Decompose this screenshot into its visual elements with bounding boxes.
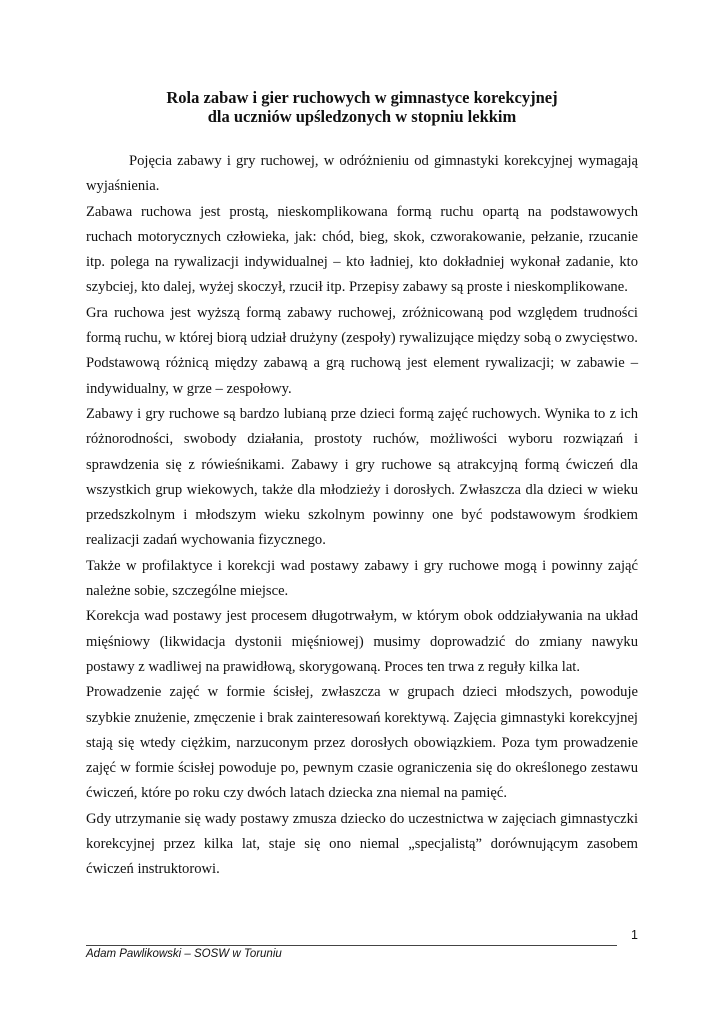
footer-author: Adam Pawlikowski – SOSW w Toruniu [86, 948, 282, 960]
paragraph-roznica: Podstawową różnicą między zabawą a grą ruchową jest element rywalizacji; w zabawie – indywidualny, w grze – zespołowy. [86, 355, 638, 397]
paragraph-gra-ruchowa: Gra ruchowa jest wyższą formą zabawy ruchowej, zróżnicowaną pod względem trudności formą ruchu, w której biorą udział drużyny (zespoły) rywalizujące między sobą o zwycięstwo. [86, 304, 638, 347]
paragraph-specjalista: Gdy utrzymanie się wady postawy zmusza dziecko do uczestnictwa w zajęciach gimnastyczki korekcyjnej przez kilka lat, staje się ono niemal „specjalistą” dorównującym zasobem ćwiczeń instruktorowi. [86, 810, 638, 878]
paragraph-profilaktyka: Także w profilaktyce i korekcji wad postawy zabawy i gry ruchowe mogą i powinny zająć należne sobie, szczególne miejsce. [86, 557, 638, 600]
title-line-2: dla uczniów upśledzonych w stopniu lekkim [207, 107, 517, 126]
body-text [86, 149, 638, 883]
paragraph-prowadzenie-zajec: Prowadzenie zajęć w formie ścisłej, zwłaszcza w grupach dzieci młodszych, powoduje szybkie znużenie, zmęczenie i brak zainteresowań korektywą. Zajęcia gimnastyki korekcyjnej stają się wtedy ciężkim, narzuconym przez dorosłych obowiązkiem. Poza tym prowadzenie zajęć w formie ścisłej powoduje po, pewnym czasie ograniczenia się do określonego zestawu ćwiczeń, które po roku czy dwóch latach dziecka zna niemal na pamięć. [86, 684, 638, 802]
paragraph-zabawy-i-gry: Zabawy i gry ruchowe są bardzo lubianą prze dzieci formą zajęć ruchowych. Wynika to z ich różnorodności, swobody działania, prostoty ruchów, możliwości wyboru rozwiązań i sprawdzenia się z rówieśnikami. Zabawy i gry ruchowe są atrakcyjną formą ćwiczeń dla wszystkich grup wiekowych, także dla młodzieży i dorosłych. Zwłaszcza dla dzieci w wieku przedszkolnym i młodszym wieku szkolnym powinny one być podstawowym środkiem realizacji zadań wychowania fizycznego. [86, 405, 638, 549]
footer-divider [86, 945, 617, 946]
page-title [86, 88, 638, 126]
page-number: 1 [631, 928, 638, 942]
title-line-1: Rola zabaw i gier ruchowych w gimnastyce korekcyjnej [166, 88, 558, 107]
paragraph-korekcja: Korekcja wad postawy jest procesem długotrwałym, w którym obok oddziaływania na układ mięśniowy (likwidacja dystonii mięśniowej) musimy doprowadzić do zmiany nawyku postawy z wadliwej na prawidłową, skorygowaną. Proces ten trwa z reguły kilka lat. [86, 608, 638, 675]
paragraph-zabawa-ruchowa: Zabawa ruchowa jest prostą, nieskomplikowana formą ruchu opartą na podstawowych ruchach motorycznych człowieka, jak: chód, bieg, skok, czworakowanie, pełzanie, rzucanie itp. polega na rywalizacji indywidualnej – kto ładniej, kto dokładniej wykonał zadanie, kto szybciej, kto dalej, wyżej skoczył, rzucił itp. Przepisy zabawy są proste i nieskomplikowane. [86, 203, 638, 296]
paragraph-intro: Pojęcia zabawy i gry ruchowej, w odróżnieniu od gimnastyki korekcyjnej wymagają wyjaśnienia. [86, 153, 638, 195]
